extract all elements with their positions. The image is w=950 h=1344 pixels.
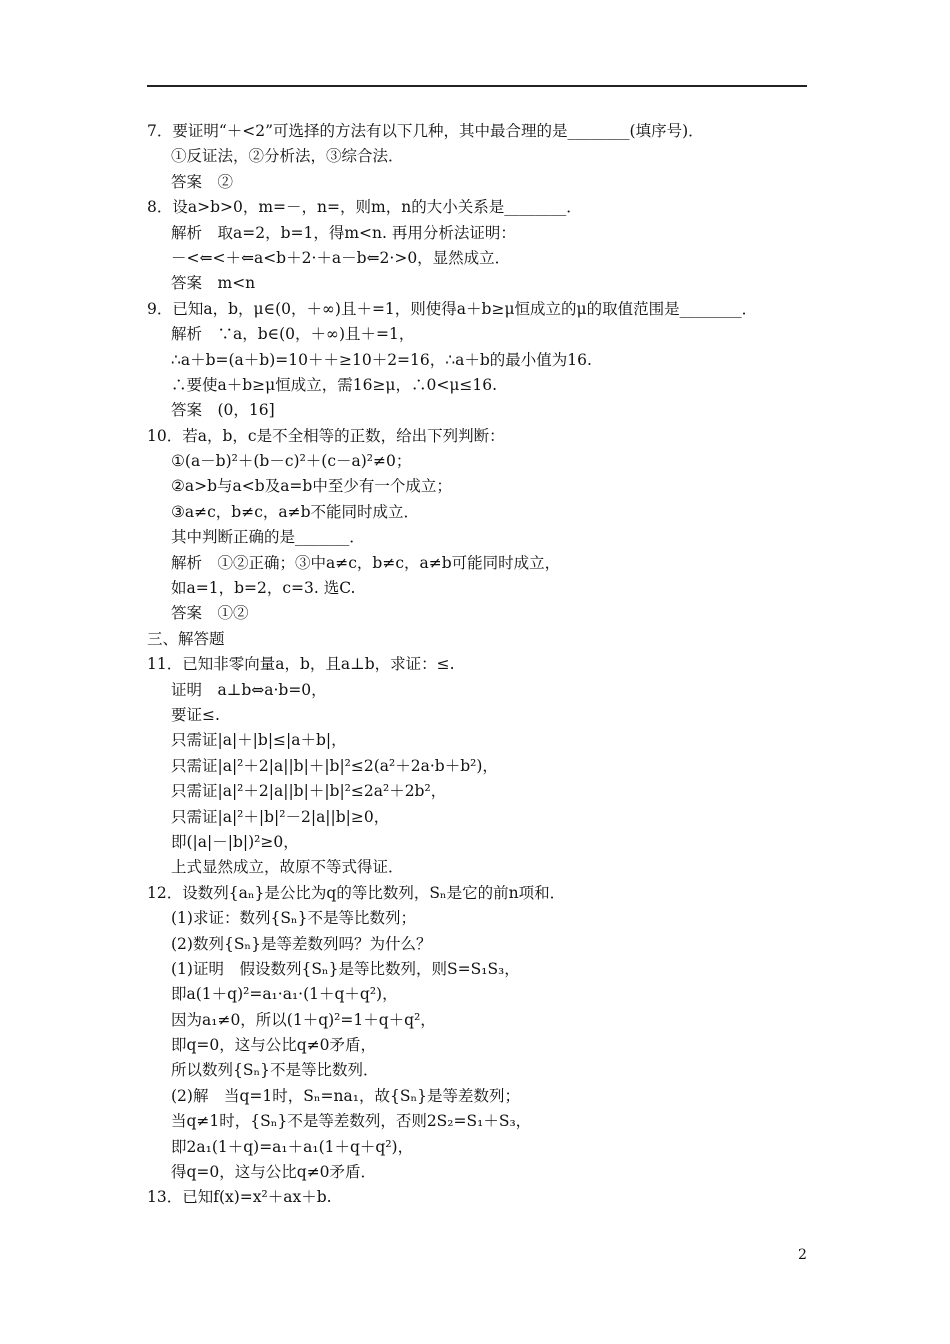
text-line: 因为a₁≠0，所以(1＋q)²=1＋q＋q²，: [171, 1010, 436, 1029]
text-line: 7．要证明“＋<2”可选择的方法有以下几种，其中最合理的是________(填序号)．: [147, 122, 704, 140]
text-line: 三、解答题: [147, 629, 225, 648]
text-line: 答案 (0，16]: [171, 401, 275, 420]
text-line: 得q=0，这与公比q≠0矛盾．: [171, 1163, 377, 1182]
text-line: 8．设a>b>0，m=－，n=，则m，n的大小关系是________．: [147, 198, 582, 217]
text-line: －<⇐<＋⇐a<b＋2·＋a－b⇐2·>0，显然成立．: [171, 248, 511, 267]
text-line: (2)数列{Sₙ}是等差数列吗？为什么？: [171, 934, 432, 953]
text-line: 10．若a，b，c是不全相等的正数，给出下列判断：: [147, 426, 505, 445]
text-line: 答案 ②: [171, 172, 234, 191]
text-line: 即2a₁(1＋q)=a₁＋a₁(1＋q＋q²)，: [171, 1137, 414, 1156]
text-line: 只需证|a|²＋2|a||b|＋|b|²≤2(a²＋2a·b＋b²)，: [171, 756, 498, 775]
text-line: 证明 a⊥b⇔a·b=0，: [171, 680, 327, 699]
page-content: [147, 119, 827, 1211]
text-line: ∴要使a＋b≥μ恒成立，需16≥μ，∴0<μ≤16.: [171, 375, 498, 394]
text-line: 答案 m<n: [171, 274, 256, 293]
text-line: 13．已知f(x)=x²＋ax＋b.: [147, 1188, 332, 1207]
text-line: 上式显然成立，故原不等式得证．: [171, 858, 404, 877]
text-line: ∴a＋b=(a＋b)=10＋＋≥10＋2=16，∴a＋b的最小值为16.: [171, 350, 592, 369]
text-line: 即a(1＋q)²=a₁·a₁·(1＋q＋q²)，: [171, 985, 398, 1004]
text-line: 即(|a|－|b|)²≥0，: [171, 832, 299, 851]
text-line: 解析 ①②正确；③中a≠c，b≠c，a≠b可能同时成立，: [171, 553, 561, 572]
text-line: 要证≤.: [171, 705, 220, 724]
page-number: 2: [798, 1247, 807, 1263]
text-line: 解析 ∵a，b∈(0，＋∞)且＋=1，: [171, 325, 415, 344]
text-line: (1)求证：数列{Sₙ}不是等比数列；: [171, 909, 417, 928]
text-line: 所以数列{Sₙ}不是等比数列．: [171, 1061, 379, 1080]
text-line: 只需证|a|＋|b|≤|a＋b|，: [171, 731, 347, 750]
text-line: ②a>b与a<b及a=b中至少有一个成立；: [171, 477, 452, 496]
text-line: 11．已知非零向量a，b，且a⊥b，求证：≤.: [147, 655, 455, 674]
text-line: 即q=0，这与公比q≠0矛盾，: [171, 1036, 377, 1055]
header-rule: [147, 85, 807, 87]
text-line: ①(a－b)²＋(b－c)²＋(c－a)²≠0；: [171, 452, 412, 471]
text-line: (2)解 当q=1时，Sₙ=na₁，故{Sₙ}是等差数列；: [171, 1086, 521, 1105]
text-line: ③a≠c，b≠c，a≠b不能同时成立．: [171, 502, 420, 521]
text-line: ①反证法，②分析法，③综合法．: [171, 147, 404, 166]
text-line: 12．设数列{aₙ}是公比为q的等比数列，Sₙ是它的前n项和．: [147, 883, 566, 902]
text-line: 只需证|a|²＋2|a||b|＋|b|²≤2a²＋2b²，: [171, 782, 447, 801]
text-line: 解析 取a=2，b=1，得m<n. 再用分析法证明：: [171, 223, 516, 242]
text-line: 只需证|a|²＋|b|²－2|a||b|≥0，: [171, 807, 390, 826]
text-line: 当q≠1时，{Sₙ}不是等差数列，否则2S₂=S₁＋S₃，: [171, 1112, 532, 1131]
text-line: (1)证明 假设数列{Sₙ}是等比数列，则S=S₁S₃，: [171, 959, 520, 978]
text-line: 其中判断正确的是_______．: [171, 528, 365, 547]
text-line: 9．已知a，b，μ∈(0，＋∞)且＋=1，则使得a＋b≥μ恒成立的μ的取值范围是________．: [147, 299, 758, 318]
text-line: 答案 ①②: [171, 604, 249, 623]
text-line: 如a=1，b=2，c=3. 选C.: [171, 579, 356, 598]
